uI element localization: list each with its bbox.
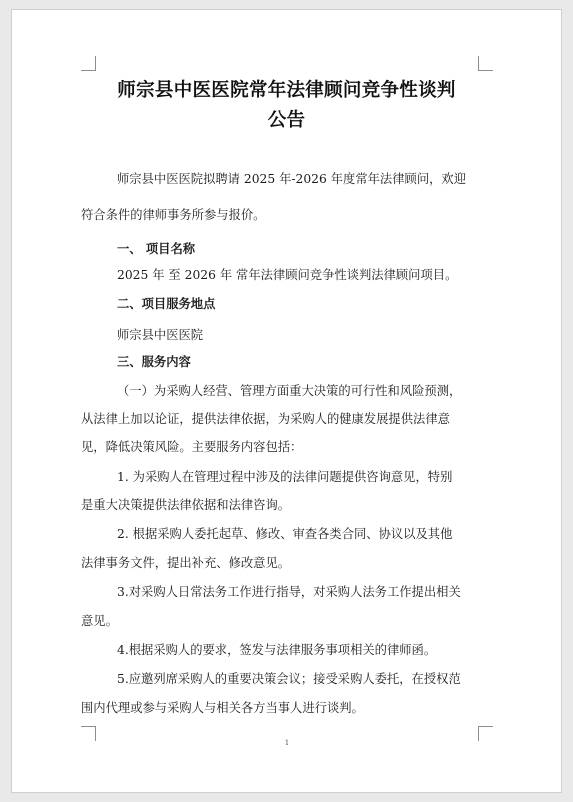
paragraph-line-1: 师宗县中医医院拟聘请 2025 年-2026 年度常年法律顾问，欢迎 [117,172,467,186]
document-title-line-2: 公告 [267,110,306,131]
service-paragraph-line-3: 见，降低决策风险。主要服务内容包括： [81,440,303,454]
service-item-4: 4.根据采购人的要求，签发与法律服务事项相关的律师函。 [117,643,437,657]
top-right-crop-mark-icon [478,56,493,71]
paragraph-line-2: 符合条件的律师事务所参与报价。 [81,208,266,222]
service-item-5-line-2: 围内代理或参与采购人与相关各方当事人进行谈判。 [81,701,364,715]
service-item-1-line-2: 是重大决策提供法律依据和法律咨询。 [81,498,291,512]
bottom-right-crop-mark-icon [478,726,493,741]
section-body-1: 2025 年 至 2026 年 常年法律顾问竞争性谈判法律顾问项目。 [117,268,458,282]
page-number: 1 [284,739,290,747]
section-body-2: 师宗县中医医院 [117,328,204,342]
document-page [12,10,561,792]
section-heading-2: 二、项目服务地点 [117,296,216,311]
service-item-2-line-2: 法律事务文件，提出补充、修改意见。 [81,556,291,570]
section-heading-3: 三、服务内容 [117,354,191,369]
section-heading-1: 一、 项目名称 [117,241,196,256]
service-item-1-line-1: 1. 为采购人在管理过程中涉及的法律问题提供咨询意见，特别 [117,470,453,484]
service-paragraph-line-2: 从法律上加以论证，提供法律依据，为采购人的健康发展提供法律意 [81,412,450,426]
service-item-5-line-1: 5.应邀列席采购人的重要决策会议；接受采购人委托，在授权范 [117,672,461,686]
service-item-2-line-1: 2. 根据采购人委托起草、修改、审查各类合同、协议以及其他 [117,527,453,541]
service-item-3-line-2: 意见。 [81,614,118,628]
top-left-crop-mark-icon [81,56,96,71]
service-item-3-line-1: 3.对采购人日常法务工作进行指导，对采购人法务工作提出相关 [117,585,461,599]
service-paragraph-line-1: （一）为采购人经营、管理方面重大决策的可行性和风险预测， [117,384,462,398]
bottom-left-crop-mark-icon [81,726,96,741]
document-title-line-1: 师宗县中医医院常年法律顾问竞争性谈判 [117,80,456,101]
